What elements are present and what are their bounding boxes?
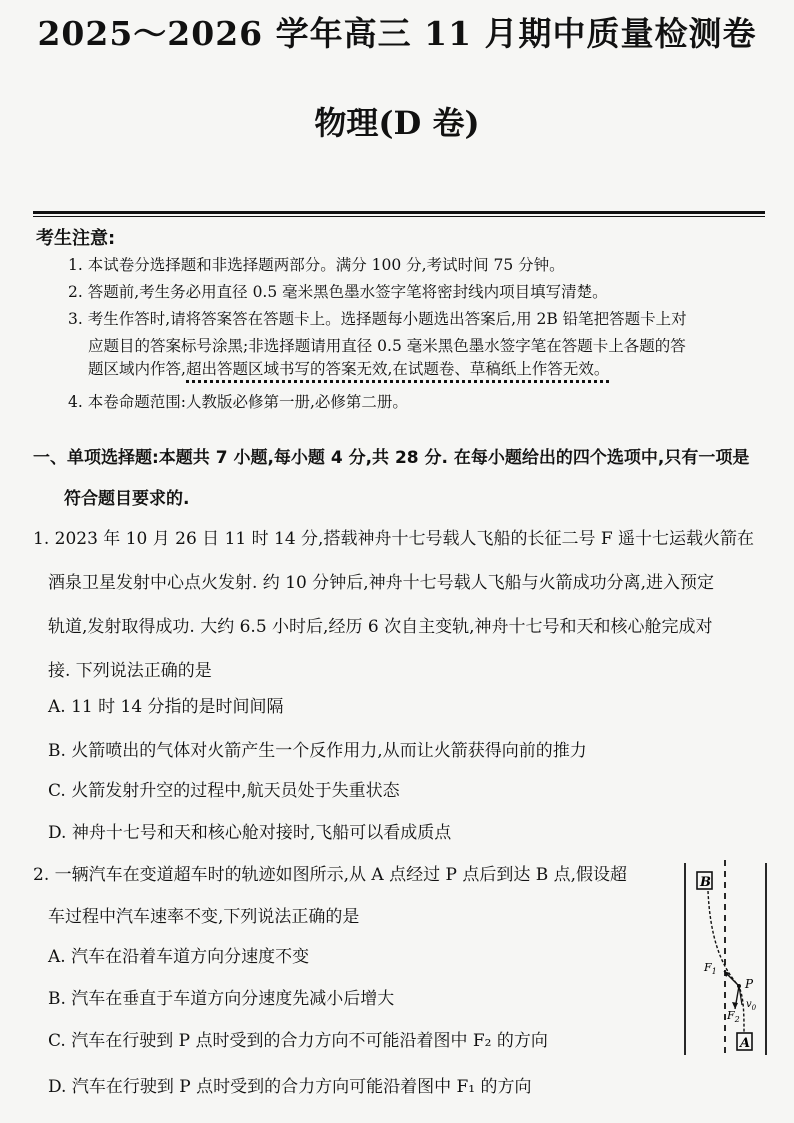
note-item-3: 3. 考生作答时,请将答案答在答题卡上。选择题每小题选出答案后,用 2B 铅笔把答题卡上对 bbox=[68, 310, 687, 328]
section-heading: 一、单项选择题:本题共 7 小题,每小题 4 分,共 28 分. 在每小题给出的四个选项中,只有一项是 bbox=[33, 448, 750, 468]
q1-option-a: A. 11 时 14 分指的是时间间隔 bbox=[48, 697, 284, 717]
velocity-v0-letter: v bbox=[746, 999, 752, 1010]
car-trajectory bbox=[708, 891, 744, 1033]
header-rule-thin bbox=[33, 216, 765, 217]
header-rule-thick bbox=[33, 211, 765, 214]
q2-option-a: A. 汽车在沿着车道方向分速度不变 bbox=[48, 947, 310, 967]
note-item-3-cont2 bbox=[88, 357, 609, 379]
q1-stem-line-1: 1. 2023 年 10 月 26 日 11 时 14 分,搭载神舟十七号载人飞船的长征二号 F 遥十七运载火箭在 bbox=[33, 529, 755, 549]
point-a-label: A bbox=[740, 1036, 751, 1051]
force-f2-letter: F bbox=[727, 1009, 735, 1022]
lane-change-figure bbox=[680, 855, 780, 1060]
q1-stem-line-3: 轨道,发射取得成功. 大约 6.5 小时后,经历 6 次自主变轨,神舟十七号和天和核心舱完成对 bbox=[48, 617, 713, 637]
q1-stem-line-2: 酒泉卫星发射中心点火发射. 约 10 分钟后,神舟十七号载人飞船与火箭成功分离,进入预定 bbox=[48, 573, 715, 593]
q2-option-c: C. 汽车在行驶到 P 点时受到的合力方向不可能沿着图中 F₂ 的方向 bbox=[48, 1031, 548, 1051]
force-f1-letter: F bbox=[704, 961, 712, 974]
force-f1-subscript: 1 bbox=[711, 967, 717, 976]
section-heading-cont: 符合题目要求的. bbox=[64, 489, 190, 509]
note-item-3-tail: 题区域内作答, bbox=[88, 360, 186, 378]
q1-option-b: B. 火箭喷出的气体对火箭产生一个反作用力,从而让火箭获得向前的推力 bbox=[48, 741, 587, 761]
point-b-label: B bbox=[700, 875, 711, 890]
force-f2-subscript: 2 bbox=[734, 1015, 740, 1024]
force-f2-label bbox=[726, 1009, 740, 1024]
q1-option-d: D. 神舟十七号和天和核心舱对接时,飞船可以看成质点 bbox=[48, 823, 452, 843]
note-item-4: 4. 本卷命题范围:人教版必修第一册,必修第二册。 bbox=[68, 393, 408, 411]
exam-subtitle: 物理(D 卷) bbox=[314, 104, 480, 142]
q1-stem-line-4: 接. 下列说法正确的是 bbox=[48, 661, 212, 681]
q2-stem-line-2: 车过程中汽车速率不变,下列说法正确的是 bbox=[48, 907, 360, 927]
velocity-v0-label bbox=[746, 999, 757, 1012]
velocity-v0-subscript: 0 bbox=[751, 1004, 757, 1012]
note-item-3-cont: 应题目的答案标号涂黑;非选择题请用直径 0.5 毫米黑色墨水签字笔在答题卡上各题的答 bbox=[88, 337, 686, 355]
q2-option-b: B. 汽车在垂直于车道方向分速度先减小后增大 bbox=[48, 989, 395, 1009]
q1-option-c: C. 火箭发射升空的过程中,航天员处于失重状态 bbox=[48, 781, 400, 801]
force-f1-label bbox=[703, 961, 717, 976]
note-emphasis: 超出答题区域书写的答案无效,在试题卷、草稿纸上作答无效。 bbox=[186, 360, 609, 383]
note-item-2: 2. 答题前,考生务必用直径 0.5 毫米黑色墨水签字笔将密封线内项目填写清楚。 bbox=[68, 283, 608, 301]
notes-heading: 考生注意: bbox=[36, 228, 116, 249]
q2-option-d: D. 汽车在行驶到 P 点时受到的合力方向可能沿着图中 F₁ 的方向 bbox=[48, 1077, 532, 1097]
q2-stem-line-1: 2. 一辆汽车在变道超车时的轨迹如图所示,从 A 点经过 P 点后到达 B 点,假设超 bbox=[33, 865, 628, 885]
force-f2-arrowhead bbox=[732, 1002, 738, 1009]
exam-title: 2025～2026 学年高三 11 月期中质量检测卷 bbox=[37, 14, 757, 53]
point-p-label: P bbox=[745, 977, 754, 991]
note-item-1: 1. 本试卷分选择题和非选择题两部分。满分 100 分,考试时间 75 分钟。 bbox=[68, 256, 565, 274]
